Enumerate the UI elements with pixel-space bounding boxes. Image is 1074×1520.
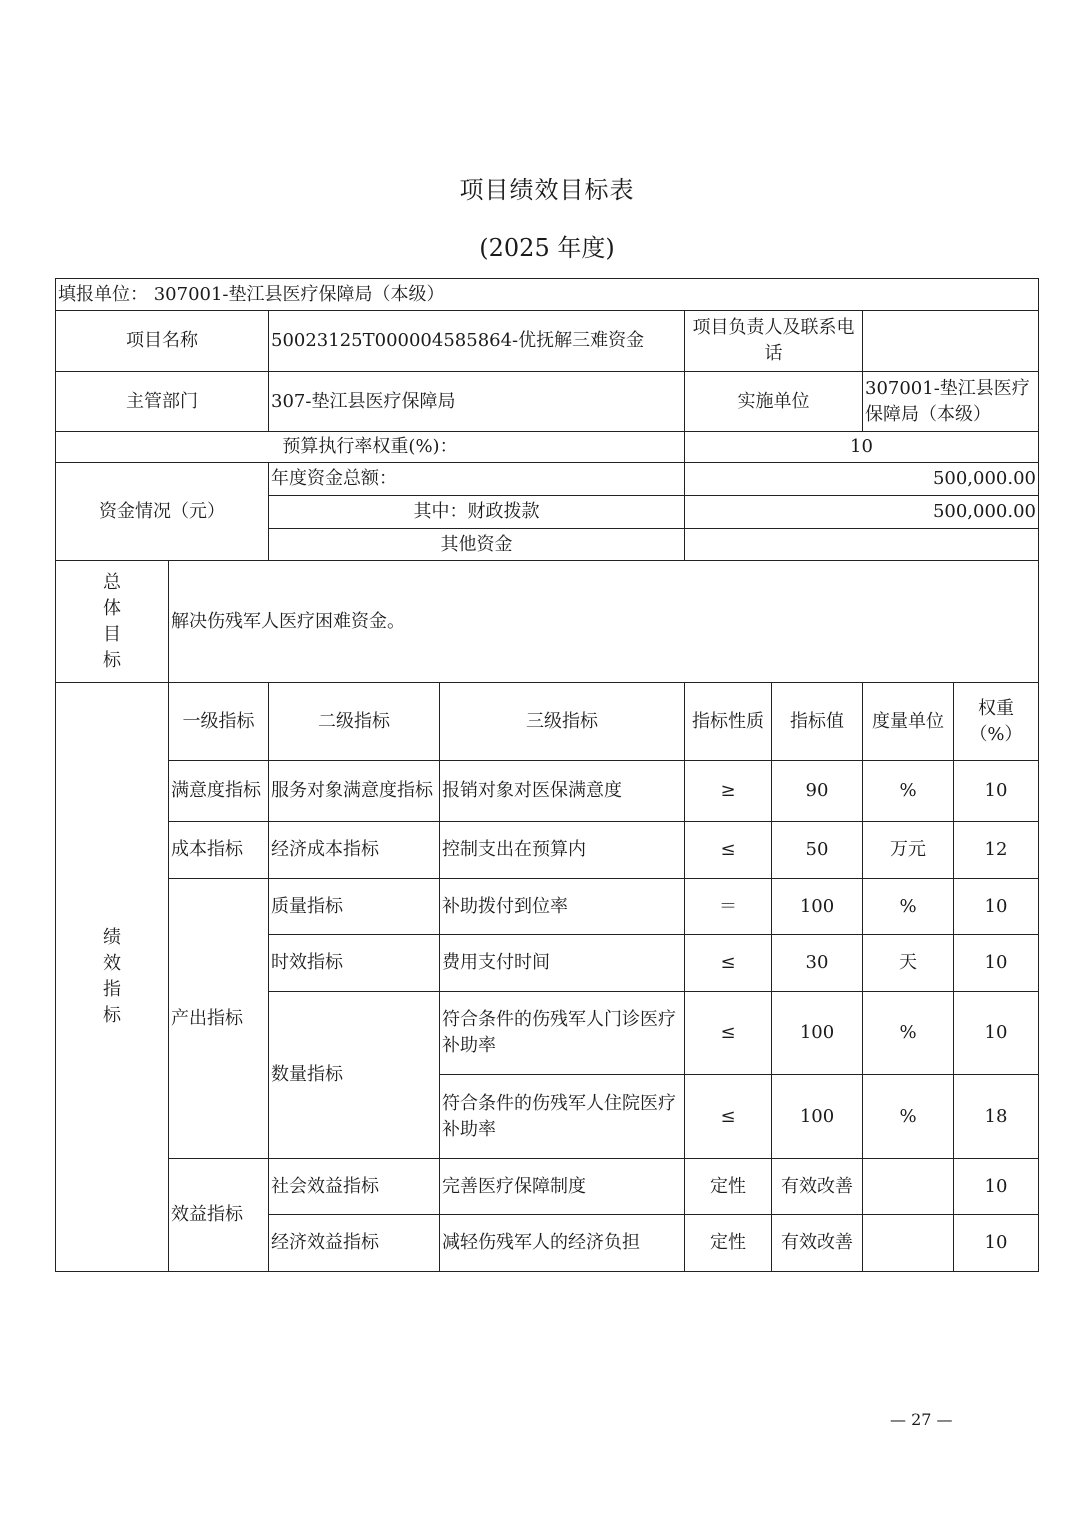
page-title: 项目绩效目标表: [459, 176, 635, 204]
table-row: [56, 822, 1039, 879]
row-unit: %: [863, 1075, 954, 1159]
page-number: — 27 —: [890, 1410, 953, 1429]
row-weight: 12: [954, 822, 1039, 879]
row-l1: 成本指标: [169, 822, 269, 879]
row-nature: ≤: [685, 1075, 772, 1159]
row-weight: 10: [954, 1215, 1039, 1272]
row-nature: ≤: [685, 822, 772, 879]
annual-total-value: 500,000.00: [685, 463, 1039, 496]
header-weight: 权重（%）: [954, 683, 1039, 761]
budget-weight-label: 预算执行率权重(%)：: [56, 432, 685, 463]
other-fund-label: 其他资金: [269, 529, 685, 561]
row-l3: 控制支出在预算内: [440, 822, 685, 879]
budget-weight-value: 10: [685, 432, 1039, 463]
row-weight: 10: [954, 1159, 1039, 1215]
header-l3: 三级指标: [440, 683, 685, 761]
row-value: 50: [772, 822, 863, 879]
header-unit: 度量单位: [863, 683, 954, 761]
row-l3: 符合条件的伤残军人住院医疗补助率: [440, 1075, 685, 1159]
row-l3: 费用支付时间: [440, 935, 685, 992]
indicators-label: 绩效指标: [56, 683, 169, 1272]
row-l3: 符合条件的伤残军人门诊医疗补助率: [440, 992, 685, 1075]
row-nature: ≤: [685, 992, 772, 1075]
row-unit: 天: [863, 935, 954, 992]
table-row: [56, 761, 1039, 822]
row-value: 100: [772, 992, 863, 1075]
impl-unit-value: 307001-垫江县医疗保障局（本级）: [863, 372, 1039, 432]
header-nature: 指标性质: [685, 683, 772, 761]
row-l2: 社会效益指标: [269, 1159, 440, 1215]
other-fund-value: [685, 529, 1039, 561]
row-nature: 定性: [685, 1215, 772, 1272]
page-subtitle: (2025 年度): [479, 234, 615, 262]
fund-label: 资金情况（元）: [56, 463, 269, 561]
impl-unit-label: 实施单位: [685, 372, 863, 432]
row-unit: %: [863, 992, 954, 1075]
row-l1: 效益指标: [169, 1159, 269, 1272]
goal-label: 总体目标: [56, 561, 169, 683]
table-row: [56, 1159, 1039, 1215]
row-weight: 10: [954, 879, 1039, 935]
dept-label: 主管部门: [56, 372, 269, 432]
row-unit: 万元: [863, 822, 954, 879]
row-l3: 完善医疗保障制度: [440, 1159, 685, 1215]
contact-label: 项目负责人及联系电话: [685, 311, 863, 372]
fiscal-label: 其中：财政拨款: [269, 496, 685, 529]
row-l2: 时效指标: [269, 935, 440, 992]
row-value: 100: [772, 1075, 863, 1159]
row-l2: 经济效益指标: [269, 1215, 440, 1272]
header-value: 指标值: [772, 683, 863, 761]
header-l2: 二级指标: [269, 683, 440, 761]
row-value: 90: [772, 761, 863, 822]
row-unit: %: [863, 761, 954, 822]
row-unit: [863, 1159, 954, 1215]
table-row: [56, 879, 1039, 935]
row-l1: 满意度指标: [169, 761, 269, 822]
row-weight: 10: [954, 992, 1039, 1075]
row-l2: 数量指标: [269, 992, 440, 1159]
annual-total-label: 年度资金总额：: [269, 463, 685, 496]
row-nature: ≥: [685, 761, 772, 822]
row-weight: 18: [954, 1075, 1039, 1159]
fiscal-value: 500,000.00: [685, 496, 1039, 529]
row-nature: ≤: [685, 935, 772, 992]
performance-table: [55, 278, 1039, 1272]
row-value: 30: [772, 935, 863, 992]
contact-value: [863, 311, 1039, 372]
header-l1: 一级指标: [169, 683, 269, 761]
dept-value: 307-垫江县医疗保障局: [269, 372, 685, 432]
row-l3: 报销对象对医保满意度: [440, 761, 685, 822]
row-value: 100: [772, 879, 863, 935]
row-unit: [863, 1215, 954, 1272]
row-weight: 10: [954, 761, 1039, 822]
row-l2: 经济成本指标: [269, 822, 440, 879]
project-name-label: 项目名称: [56, 311, 269, 372]
row-l1: 产出指标: [169, 879, 269, 1159]
fill-unit: 填报单位： 307001-垫江县医疗保障局（本级）: [56, 279, 1039, 311]
row-value: 有效改善: [772, 1215, 863, 1272]
goal-value: 解决伤残军人医疗困难资金。: [169, 561, 1039, 683]
row-value: 有效改善: [772, 1159, 863, 1215]
row-l3: 补助拨付到位率: [440, 879, 685, 935]
row-l2: 质量指标: [269, 879, 440, 935]
project-name-value: 50023125T000004585864-优抚解三难资金: [269, 311, 685, 372]
row-nature: ＝: [685, 879, 772, 935]
row-unit: %: [863, 879, 954, 935]
row-l3: 减轻伤残军人的经济负担: [440, 1215, 685, 1272]
row-weight: 10: [954, 935, 1039, 992]
row-l2: 服务对象满意度指标: [269, 761, 440, 822]
row-nature: 定性: [685, 1159, 772, 1215]
